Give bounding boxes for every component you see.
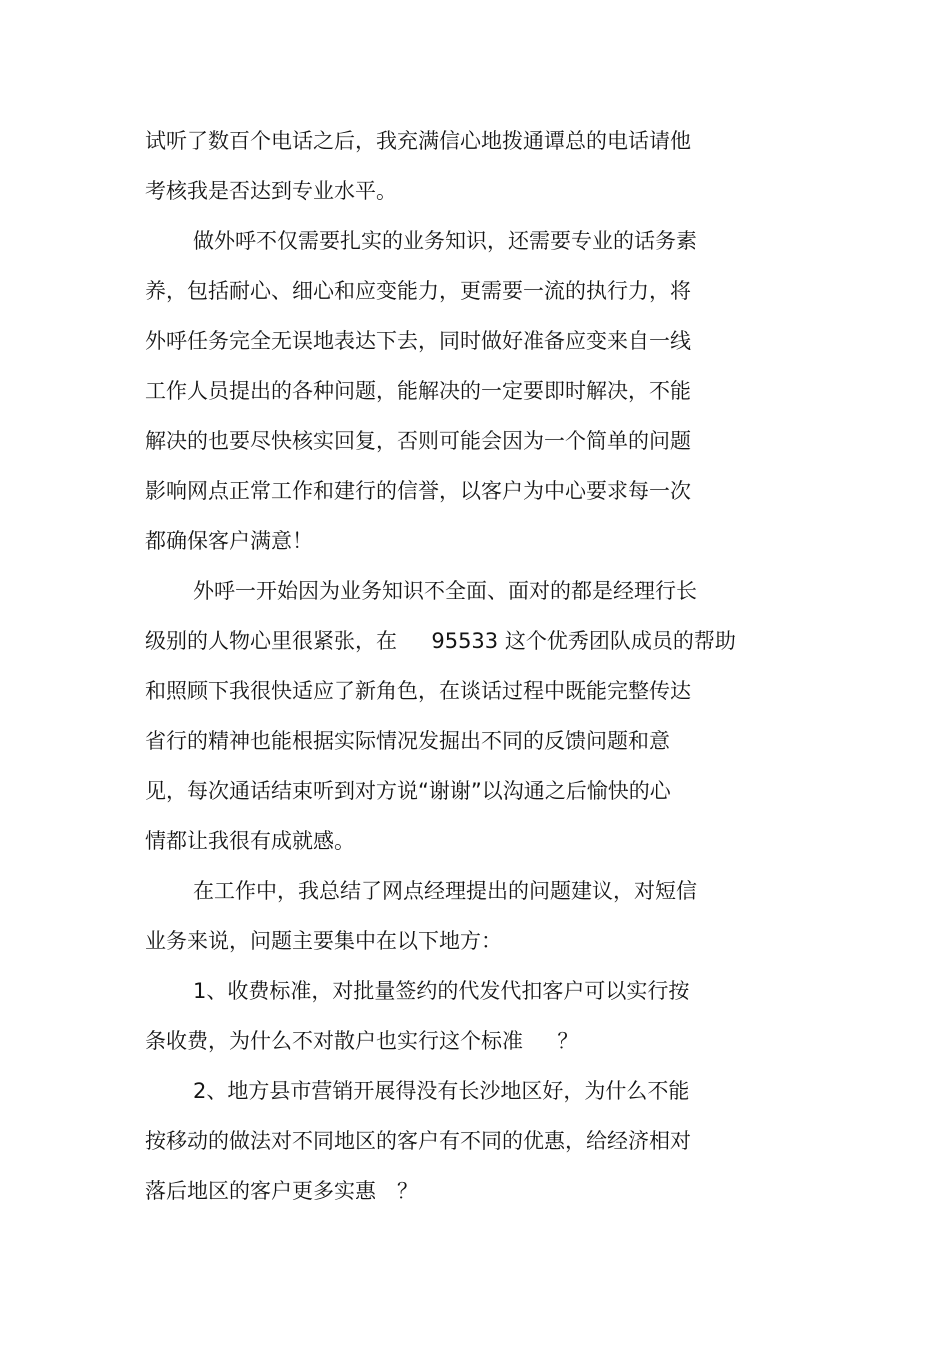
paragraph-first-line: 在工作中，我总结了网点经理提出的问题建议，对短信	[193, 879, 697, 903]
text-line: 影响网点正常工作和建行的信誉，以客户为中心要求每一次	[145, 479, 691, 503]
text-line: 省行的精神也能根据实际情况发掘出不同的反馈问题和意	[145, 729, 670, 753]
text-line: 养，包括耐心、细心和应变能力，更需要一流的执行力，将	[145, 279, 691, 303]
text-line: 和照顾下我很快适应了新角色，在谈话过程中既能完整传达	[145, 679, 691, 703]
text-line: 考核我是否达到专业水平。	[145, 179, 397, 203]
text-line: 条收费，为什么不对散户也实行这个标准 ？	[145, 1029, 579, 1053]
text-line: 外呼任务完全无误地表达下去，同时做好准备应变来自一线	[145, 329, 691, 353]
text-line: 都确保客户满意！	[145, 529, 313, 553]
text-line: 情都让我很有成就感。	[145, 829, 355, 853]
list-item-first-line: 1、收费标准，对批量签约的代发代扣客户可以实行按	[193, 979, 690, 1003]
text-line: 工作人员提出的各种问题，能解决的一定要即时解决，不能	[145, 379, 691, 403]
text-line: 试听了数百个电话之后，我充满信心地拨通谭总的电话请他	[145, 129, 691, 153]
paragraph-first-line: 做外呼不仅需要扎实的业务知识，还需要专业的话务素	[193, 229, 697, 253]
text-line: 按移动的做法对不同地区的客户有不同的优惠，给经济相对	[145, 1129, 691, 1153]
text-line: 业务来说，问题主要集中在以下地方：	[145, 929, 502, 953]
text-line: 级别的人物心里很紧张，在 95533 这个优秀团队成员的帮助	[145, 629, 736, 653]
paragraph-first-line: 外呼一开始因为业务知识不全面、面对的都是经理行长	[193, 579, 697, 603]
text-line: 解决的也要尽快核实回复，否则可能会因为一个简单的问题	[145, 429, 691, 453]
list-item-first-line: 2、地方县市营销开展得没有长沙地区好，为什么不能	[193, 1079, 690, 1103]
text-line: 落后地区的客户更多实惠 ？	[145, 1179, 418, 1203]
text-line: 见，每次通话结束听到对方说“谢谢”以沟通之后愉快的心	[145, 779, 671, 803]
